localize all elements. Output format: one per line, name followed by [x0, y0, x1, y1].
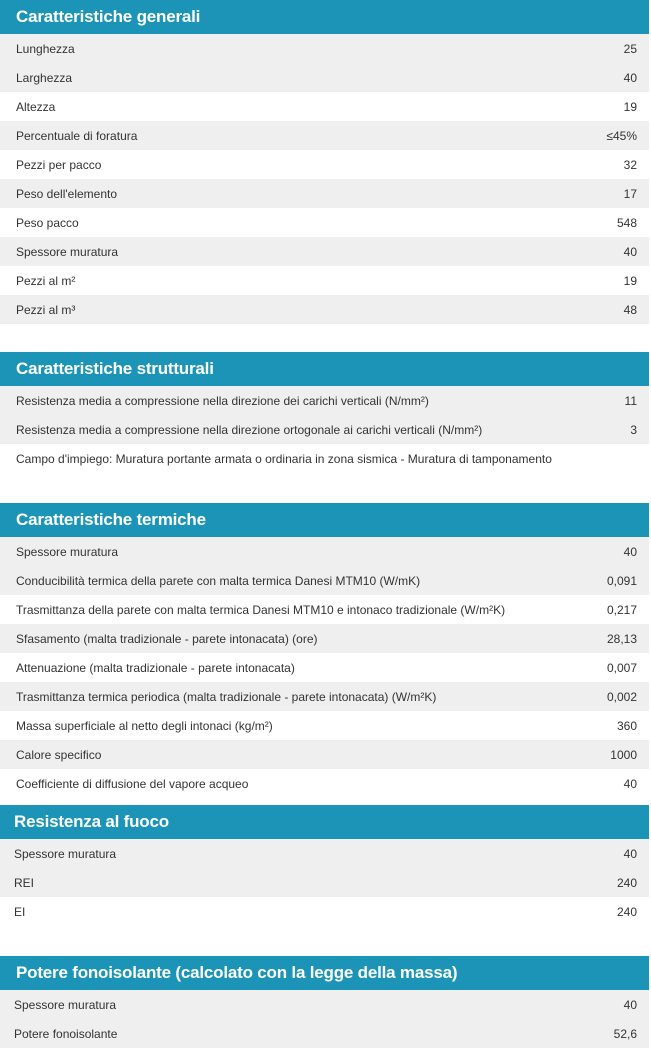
row-value: 17 [623, 186, 637, 201]
table-row [0, 624, 649, 653]
row-value: ≤45% [606, 128, 637, 143]
row-label: Massa superficiale al netto degli intonaci (kg/m²) [16, 718, 273, 733]
row-value: 19 [623, 99, 637, 114]
row-value: 0,002 [606, 689, 637, 704]
table-row [0, 63, 649, 92]
row-label: Percentuale di foratura [16, 128, 138, 143]
table-row [0, 208, 649, 237]
row-value: 11 [624, 393, 637, 408]
row-value: 19 [623, 273, 637, 288]
row-label: Trasmittanza termica periodica (malta tradizionale - parete intonacata) (W/m²K) [16, 689, 437, 704]
row-value: 0,091 [606, 573, 637, 588]
table-row [0, 34, 649, 63]
section-acoustic [0, 956, 649, 1048]
row-value: 32 [623, 157, 637, 172]
section-general [0, 0, 649, 324]
table-row [0, 444, 649, 473]
section-title: Caratteristiche strutturali [0, 352, 649, 386]
section-fire [0, 805, 649, 926]
table-row [0, 121, 649, 150]
section-title: Potere fonoisolante (calcolato con la legge della massa) [0, 956, 649, 990]
table-row [0, 237, 649, 266]
row-value: 240 [616, 904, 637, 919]
table-structural [0, 386, 649, 473]
row-value: 52,6 [613, 1026, 637, 1041]
section-structural [0, 352, 649, 473]
table-row [0, 897, 649, 926]
table-row [0, 386, 649, 415]
table-row [0, 537, 649, 566]
table-row [0, 653, 649, 682]
row-value: 40 [623, 776, 637, 791]
row-label: Lunghezza [16, 41, 75, 56]
row-label: Spessore muratura [14, 997, 117, 1012]
table-row [0, 868, 649, 897]
row-label: Spessore muratura [16, 244, 119, 259]
row-label: REI [14, 875, 35, 890]
row-label: Pezzi al m² [16, 273, 76, 288]
row-value: 0,007 [606, 660, 637, 675]
section-title: Resistenza al fuoco [0, 805, 649, 839]
row-label: Peso dell'elemento [16, 186, 118, 201]
table-row [0, 595, 649, 624]
row-label: Spessore muratura [16, 544, 119, 559]
row-label: Attenuazione (malta tradizionale - parete intonacata) [16, 660, 295, 675]
table-general [0, 34, 649, 324]
row-value: 40 [623, 544, 637, 559]
row-label: Potere fonoisolante [14, 1026, 118, 1041]
row-label: Conducibilità termica della parete con malta termica Danesi MTM10 (W/mK) [16, 573, 421, 588]
row-value: 3 [630, 422, 637, 437]
table-row [0, 682, 649, 711]
table-row [0, 150, 649, 179]
table-row [0, 740, 649, 769]
table-row [0, 1019, 649, 1048]
table-row [0, 415, 649, 444]
table-row [0, 566, 649, 595]
row-label: Altezza [16, 99, 56, 114]
row-label: Calore specifico [16, 747, 102, 762]
table-row [0, 711, 649, 740]
table-acoustic [0, 990, 649, 1048]
row-value: 40 [623, 244, 637, 259]
table-row [0, 839, 649, 868]
row-label: Larghezza [16, 70, 73, 85]
row-label: Pezzi per pacco [16, 157, 102, 172]
row-label: Spessore muratura [14, 846, 117, 861]
row-label: Peso pacco [16, 215, 79, 230]
row-label: Sfasamento (malta tradizionale - parete intonacata) (ore) [16, 631, 318, 646]
section-title: Caratteristiche termiche [0, 503, 649, 537]
row-label: EI [14, 904, 26, 919]
table-row [0, 92, 649, 121]
row-value: 548 [616, 215, 637, 230]
table-row [0, 179, 649, 208]
row-value: 40 [623, 70, 637, 85]
row-value: 48 [623, 302, 637, 317]
table-thermal [0, 537, 649, 798]
table-row [0, 990, 649, 1019]
row-label: Resistenza media a compressione nella direzione dei carichi verticali (N/mm²) [16, 393, 429, 408]
section-thermal [0, 503, 649, 798]
table-fire [0, 839, 649, 926]
row-value: 360 [616, 718, 637, 733]
row-value: 0,217 [606, 602, 637, 617]
row-label: Pezzi al m³ [16, 302, 76, 317]
table-row [0, 769, 649, 798]
row-label: Trasmittanza della parete con malta termica Danesi MTM10 e intonaco tradizionale (W/m²K) [16, 602, 506, 617]
row-value: 40 [623, 997, 637, 1012]
row-value: 28,13 [606, 631, 637, 646]
table-row [0, 266, 649, 295]
row-label: Resistenza media a compressione nella direzione ortogonale ai carichi verticali (N/mm²) [16, 422, 483, 437]
row-value: 40 [623, 846, 637, 861]
row-value: 25 [623, 41, 637, 56]
row-value: 1000 [610, 747, 637, 762]
table-row [0, 295, 649, 324]
section-title: Caratteristiche generali [0, 0, 649, 34]
row-label: Campo d'impiego: Muratura portante armata o ordinaria in zona sismica - Muratura di tamponamento [16, 451, 552, 466]
row-value: 240 [616, 875, 637, 890]
row-label: Coefficiente di diffusione del vapore acqueo [16, 776, 249, 791]
